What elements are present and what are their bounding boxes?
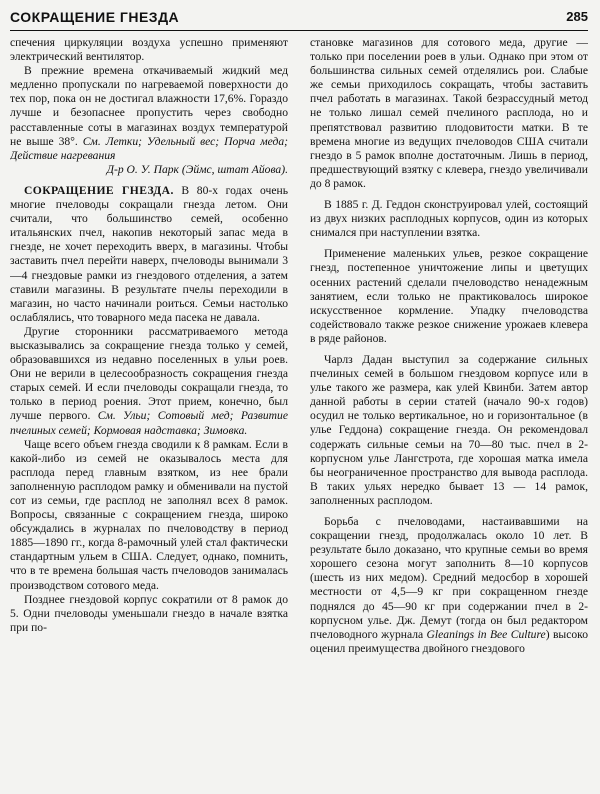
journal-title: Gleanings in Bee Culture (426, 627, 546, 641)
paragraph-text: Другие сторонники рассматриваемого метода высказывались за сокращение гнезда только у семей, образовавшихся из недавно поселенных в ульи роев. Они не верили в целесообразность сокращения гнезда старых семей. И если пчеловоды сокращали гнезда, то только в период роения. Этот прием, конечно, был лучше первого. (10, 324, 288, 423)
paragraph: спечения циркуляции воздуха успешно применяют электрический вентилятор. (10, 36, 288, 64)
paragraph: Применение маленьких ульев, резкое сокращение гнезд, постепенное уничтожение липы и цветущих осенних растений сделали пчеловодство ненадежным занятием, если только не практиковалось широкое искусственное кормление. Упадку пчеловодства содействовало также резкое снижение урожаев клевера в ряде районов. (310, 247, 588, 345)
right-column (310, 36, 588, 788)
paragraph-text: В 80-х годах очень многие пчеловоды сокращали гнезда летом. Они считали, что большинство семей, особенно итальянских пчел, накопив некоторый запас меда в гнезде, не хочет переходить вверх, в магазины. Чтобы заставить пчел перейти наверх, пчеловоды вынимали 3—4 гнездовые рамки из гнездового отделения, а затем ставили магазины. В результате пчелы переходили в магазин, но часто начинали роиться. Семьи настолько ослаблялись, что товарного меда пасека не давала. (10, 183, 288, 324)
paragraph (10, 325, 288, 438)
running-header (10, 6, 588, 31)
author-signature: Д-р О. У. Парк (Эймс, штат Айова). (106, 162, 288, 176)
paragraph: Чаще всего объем гнезда сводили к 8 рамкам. Если в какой-либо из семей не оказывалось места для расплода перед главным взятком, из нее брали заполненную расплодом рамку и обменивали на пустой сот из семьи, где расплод не заполнял всех 8 рамок. Вопросы, связанные с сокращением гнезда, широко обсуждались в журналах по пчеловодству в период 1885—1890 гг., когда 8-рамочный улей стал фактически стандартным ульем в США. Следует, однако, помнить, что в те времена большая часть пчеловодов занималась производством сотового меда. (10, 437, 288, 592)
cross-references: См. Летки; Удельный вес; Порча меда; Действие нагревания (10, 134, 288, 162)
paragraph (310, 515, 588, 656)
left-column (10, 36, 288, 788)
entry-heading: СОКРАЩЕНИЕ ГНЕЗДА. (24, 183, 174, 197)
cross-references: См. Ульи; Сотовый мед; Развитие пчелиных семей; Кормовая надставка; Зимовка. (10, 409, 288, 437)
paragraph-text: ) высоко оценил преимущества двойного гнездового (310, 627, 588, 655)
page-number: 285 (566, 9, 588, 24)
paragraph: становке магазинов для сотового меда, другие — только при поселении роев в ульи. Однако при этом от большинства сильных семей отделялись рои. Слабые же семьи приходилось сокращать, чтобы заставить пчел работать в магазинах. Такой безрассудный метод не только лишал семей пчелиного расплода, но и препятствовал развитию плодовитости матки. В те времена многие из ведущих пчеловодов США считали гнездо в 5 рамок вполне достаточным. Лишь в период, предшествующий взятку с клевера, гнездо увеличивали до 8 рамок. (310, 36, 588, 190)
paragraph: Чарлз Дадан выступил за содержание сильных пчелиных семей в большом гнездовом корпусе или в улье такого же размера, как улей Квинби. Затем автор данной работы в серии статей (начало 90-х годов) осудил не только вертикальное, но и горизонтальное (в улье Геддона) сокращение гнезда. Он рекомендовал содержать сильные семьи на 70—80 тыс. пчел в 2-корпусном улье Лангстрота, где хорошая матка имела бы неограниченное пространство для вывода расплода. В таких ульях нередко бывает 13 — 14 рамок, заполненных расплодом. (310, 352, 588, 507)
paragraph: Позднее гнездовой корпус сократили от 8 рамок до 5. Одни пчеловоды уменьшали гнездо в начале взятка при по- (10, 592, 288, 634)
paragraph: В 1885 г. Д. Геддон сконструировал улей, состоящий из двух низких расплодных корпусов, один из которых снимался при наступлении взятка. (310, 198, 588, 240)
entry-paragraph (10, 184, 288, 325)
running-title: СОКРАЩЕНИЕ ГНЕЗДА (10, 9, 180, 25)
paragraph-text: Борьба с пчеловодами, настаивавшими на сокращении гнезд, продолжалась около 10 лет. В результате было доказано, что крупные семьи во время хорошего сезона могут заполнить 8—10 корпусов (шесть из них медом). Средний медосбор в хорошей местности от 4,5—9 кг при сокращенном гнезде поднялся до 45—90 кг при содержании пчел в 2-корпусном улье. Дж. Демут (тогда он был редактором пчеловодного журнала (310, 515, 588, 641)
paragraph-text: В прежние времена откачиваемый жидкий мед медленно пропускали по нагреваемой поверхности до тех пор, пока он не достигал влажности 17,6%. Гораздо лучше и безопаснее пропустить через свободно расставленные соты в магазинах воздух температурой не выше 38°. (10, 64, 288, 148)
paragraph (10, 64, 288, 163)
